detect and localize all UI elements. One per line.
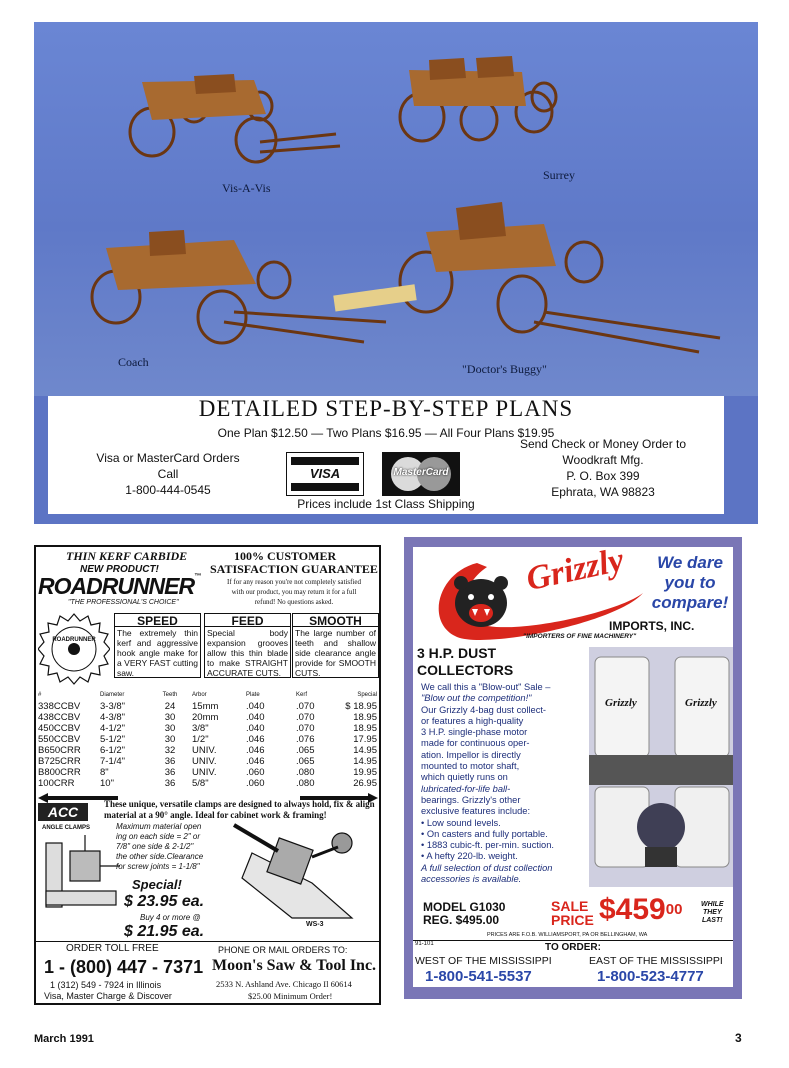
table-cell: .046 [246, 734, 265, 745]
caption-surrey: Surrey [543, 168, 575, 182]
table-cell: .070 [296, 723, 315, 734]
product-description [421, 682, 596, 885]
table-cell: .046 [246, 745, 265, 756]
description-line: exclusive features include: [421, 806, 531, 817]
clamp-description: These unique, versatile clamps are designed to always hold, fix & align material at a 90° angle. Ideal for cabinet work & framing! [104, 799, 375, 820]
table-cell: 19.95 [353, 767, 377, 778]
table-cell: 26.95 [353, 778, 377, 789]
seal-text: ROADRUNNER [52, 637, 96, 643]
slogan-line: you to [664, 573, 716, 592]
table-cell: 36 [164, 756, 176, 767]
table-cell: 1/2" [192, 734, 209, 745]
table-cell: 30 [164, 723, 176, 734]
moons-company-name: Moon's Saw & Tool Inc. [212, 957, 377, 974]
sale-price-dollars: $459 [599, 893, 666, 926]
table-cell: 5-1/2" [100, 734, 126, 745]
description-line: lubricated-for-life ball- [421, 783, 511, 794]
acc-logo: ACC [38, 803, 88, 821]
spec-smooth-heading: SMOOTH [292, 613, 379, 626]
cc-phone: 1-800-444-0545 [125, 483, 211, 497]
description-line: • 1883 cubic-ft. per-min. suction. [421, 840, 554, 851]
table-cell: 36 [164, 778, 176, 789]
moons-saw-ad [34, 545, 381, 1005]
angle-clamp-right-icon [232, 823, 378, 923]
card-logos [286, 452, 462, 496]
table-cell: B800CRR [38, 767, 81, 778]
col-header: # [38, 692, 42, 698]
fob-note: PRICES ARE F.O.B. WILLIAMSPORT, PA OR BELLINGHAM, WA [487, 932, 648, 938]
mail-line: Ephrata, WA 98823 [551, 485, 655, 499]
table-cell: 36 [164, 767, 176, 778]
clamp-price-single: $ 23.95 ea. [124, 893, 205, 910]
table-cell: UNIV. [192, 767, 217, 778]
description-line: accessories is available. [421, 874, 522, 885]
spec-feed-text: Special body expansion grooves allow this thin blade to make STRAIGHT ACCURATE CUTS. [204, 626, 291, 678]
clamp-spec-line: 7/8" one side & 2-1/2" [116, 842, 194, 851]
description-line: made for continuous oper- [421, 738, 530, 749]
table-cell: .046 [246, 756, 265, 767]
sale-price-label [551, 899, 594, 927]
ws3-label: WS-3 [306, 921, 324, 928]
grizzly-logo-text: Grizzly [523, 541, 627, 599]
table-cell: 30 [164, 712, 176, 723]
caption-doctors-buggy: "Doctor's Buggy" [462, 362, 547, 376]
plans-prices: One Plan $12.50 — Two Plans $16.95 — All Four Plans $19.95 [217, 426, 555, 440]
toll-free-phone: 1 - (800) 447 - 7371 [44, 957, 204, 977]
description-line: We call this a "Blow-out" Sale – [421, 682, 551, 692]
caption-coach: Coach [118, 355, 149, 369]
table-cell: 100CRR [38, 778, 75, 789]
table-cell: 3-3/8" [100, 701, 126, 712]
thin-kerf-heading: THIN KERF CARBIDE [66, 549, 188, 563]
table-cell: 18.95 [353, 723, 377, 734]
table-cell: 7-1/4" [100, 756, 126, 767]
importers-tagline: "IMPORTERS OF FINE MACHINERY" [523, 633, 637, 640]
angle-clamps-label: ANGLE CLAMPS [42, 825, 90, 831]
clamp-spec-line: ing on each side = 2" or [116, 832, 201, 841]
east-label: EAST OF THE MISSISSIPPI [589, 955, 723, 967]
clamp-spec-line: for screw joints = 1-1/8" [116, 862, 200, 871]
roadrunner-logo [38, 573, 200, 600]
new-product: NEW PRODUCT! [80, 564, 159, 575]
table-cell: UNIV. [192, 745, 217, 756]
model-number: MODEL G1030 [423, 900, 506, 914]
moons-address: 2533 N. Ashland Ave. Chicago Il 60614 [216, 979, 352, 989]
description-line: • Low sound levels. [421, 817, 501, 828]
table-cell: 6-1/2" [100, 745, 126, 756]
description-line: ation. Impellor is directly [421, 749, 521, 760]
description-line: A full selection of dust collection [421, 862, 553, 873]
shipping-note: Prices include 1st Class Shipping [297, 497, 475, 511]
clamp-price-bulk: $ 21.95 ea. [124, 923, 205, 940]
credit-card-orders [68, 450, 268, 498]
table-cell: 18.95 [353, 712, 377, 723]
blade-price-table [36, 690, 379, 789]
spec-feed-heading: FEED [204, 613, 291, 626]
table-cell: .076 [296, 734, 315, 745]
mastercard-logo [382, 452, 460, 496]
description-line: • On casters and fully portable. [421, 828, 548, 839]
guarantee-text: If for any reason you're not completely satisfied with our product, you may return it for a full refund! No questions asked. [226, 578, 362, 606]
ad-code: 91-101 [415, 941, 434, 947]
while-they-last [701, 901, 724, 925]
description-line: bearings. Grizzly's other [421, 794, 521, 805]
order-toll-free-label: ORDER TOLL FREE [66, 943, 159, 954]
minimum-order: $25.00 Minimum Order! [248, 991, 333, 1001]
saw-blade-icon [38, 613, 110, 685]
caption-vis-a-vis: Vis-A-Vis [222, 181, 271, 195]
illinois-phone: 1 (312) 549 - 7924 in Illinois [50, 980, 162, 990]
table-cell: 338CCBV [38, 701, 81, 712]
while-line: THEY [702, 909, 722, 916]
col-header: Special [357, 692, 377, 698]
col-header: Plate [246, 692, 260, 698]
trademark: ™ [194, 573, 201, 580]
mail-line: Send Check or Money Order to [519, 437, 687, 451]
plans-title: DETAILED STEP-BY-STEP PLANS [198, 396, 574, 421]
accepted-cards: Visa, Master Charge & Discover [44, 991, 172, 1001]
slogan-line: compare! [651, 593, 729, 612]
clamp-spec-line: the other side.Clearance [116, 852, 204, 861]
table-cell: B650CRR [38, 745, 81, 756]
headline-line: 3 H.P. DUST [417, 645, 497, 661]
table-cell: .080 [296, 767, 315, 778]
table-cell: 5/8" [192, 778, 209, 789]
table-cell: 32 [164, 745, 176, 756]
we-dare-slogan [649, 553, 731, 613]
visa-text: VISA [309, 466, 341, 481]
description-line: • A hefty 220-lb. weight. [421, 851, 518, 862]
table-cell: 3/8" [192, 723, 209, 734]
table-cell: .040 [246, 701, 265, 712]
table-cell: .040 [246, 712, 265, 723]
table-cell: 15mm [192, 701, 219, 712]
table-cell: 24 [164, 701, 176, 712]
clamp-specs [116, 822, 226, 872]
table-cell: 17.95 [353, 734, 377, 745]
description-line: or features a high-quality [421, 715, 524, 726]
table-row [36, 701, 379, 712]
dust-collector-photo [589, 647, 733, 887]
table-cell: 14.95 [353, 756, 377, 767]
table-row [36, 756, 379, 767]
col-header: Arbor [192, 692, 207, 698]
table-cell: 550CCBV [38, 734, 81, 745]
page-number: 3 [735, 1031, 742, 1045]
angle-clamp-left-icon [40, 833, 122, 913]
tagline: "THE PROFESSIONAL'S CHOICE" [68, 599, 179, 606]
east-phone: 1-800-523-4777 [597, 968, 704, 985]
sale-price [599, 895, 682, 925]
description-line: 3 H.P. single-phase motor [421, 727, 528, 738]
table-cell: 438CCBV [38, 712, 81, 723]
table-cell: B725CRR [38, 756, 81, 767]
west-phone: 1-800-541-5537 [425, 968, 532, 985]
table-row [36, 778, 379, 789]
to-order-label: TO ORDER: [545, 942, 601, 953]
spec-smooth-text: The large number of teeth and shallow side clearance angle provide for SMOOTH CUTS. [292, 626, 379, 678]
description-line: "Blow out the competition!" [421, 693, 532, 704]
spec-speed-heading: SPEED [114, 613, 201, 626]
brand-text: ROADRUNNER [38, 573, 195, 599]
table-header-row [36, 690, 379, 701]
west-label: WEST OF THE MISSISSIPPI [415, 955, 552, 967]
bag-logo-left: Grizzly [605, 697, 637, 709]
table-row [36, 745, 379, 756]
cc-line: Visa or MasterCard Orders [96, 451, 240, 465]
table-cell: .060 [246, 778, 265, 789]
bag-logo-right: Grizzly [685, 697, 717, 709]
description-line: which quietly runs on [421, 772, 508, 783]
buggy-models-photo [34, 22, 758, 396]
table-cell: UNIV. [192, 756, 217, 767]
sale-word: SALE [551, 898, 589, 914]
col-header: Diameter [100, 692, 125, 698]
guarantee-line-2: SATISFACTION GUARANTEE [210, 562, 378, 576]
mastercard-text: MasterCard [393, 467, 449, 478]
description-line: Our Grizzly 4-bag dust collect- [421, 704, 547, 715]
buggy-models-illustration [34, 22, 758, 396]
table-row [36, 767, 379, 778]
regular-price: REG. $495.00 [423, 913, 500, 927]
phone-mail-label: PHONE OR MAIL ORDERS TO: [218, 945, 348, 955]
table-cell: .065 [296, 745, 315, 756]
table-cell: .065 [296, 756, 315, 767]
sale-price-cents: 00 [665, 901, 683, 918]
table-cell: 14.95 [353, 745, 377, 756]
slogan-line: We dare [657, 553, 723, 572]
grizzly-dust-collector-ad [404, 537, 742, 999]
issue-date: March 1991 [34, 1033, 94, 1045]
description-line: mounted to motor shaft, [421, 761, 520, 772]
table-cell: 20mm [192, 712, 219, 723]
grizzly-ad-panel [413, 541, 733, 987]
table-cell: $ 18.95 [345, 701, 377, 712]
price-word: PRICE [551, 912, 594, 928]
while-line: LAST! [701, 917, 723, 924]
table-cell: .040 [246, 723, 265, 734]
imports-inc: IMPORTS, INC. [609, 619, 695, 633]
table-cell: 30 [164, 734, 176, 745]
table-cell: .070 [296, 712, 315, 723]
table-cell: .070 [296, 701, 315, 712]
mail-line: P. O. Box 399 [566, 469, 640, 483]
mail-order-address [468, 436, 738, 500]
table-cell: 10" [100, 778, 114, 789]
table-cell: .080 [296, 778, 315, 789]
while-line: WHILE [701, 901, 724, 908]
spec-speed-text: The extremely thin kerf and aggressive hook angle make for a VERY FAST cutting saw. [114, 626, 201, 678]
plans-info-panel [48, 396, 724, 514]
table-cell: 8" [100, 767, 109, 778]
visa-logo [286, 452, 364, 496]
guarantee-line-1: 100% CUSTOMER [234, 549, 337, 563]
special-label: Special! [132, 877, 182, 892]
clamp-spec-line: Maximum material open [116, 822, 202, 831]
table-row [36, 712, 379, 723]
headline-line: COLLECTORS [417, 662, 514, 678]
table-cell: 450CCBV [38, 723, 81, 734]
table-row [36, 723, 379, 734]
table-cell: .060 [246, 767, 265, 778]
col-header: Teeth [162, 692, 178, 698]
mail-line: Woodkraft Mfg. [562, 453, 644, 467]
model-info [423, 901, 505, 927]
table-cell: 4-1/2" [100, 723, 126, 734]
dust-collector-headline [417, 645, 513, 679]
col-header: Kerf [296, 692, 308, 698]
table-cell: 4-3/8" [100, 712, 126, 723]
cc-line: Call [157, 467, 179, 481]
buy-more-label: Buy 4 or more @ [140, 913, 201, 922]
table-row [36, 734, 379, 745]
